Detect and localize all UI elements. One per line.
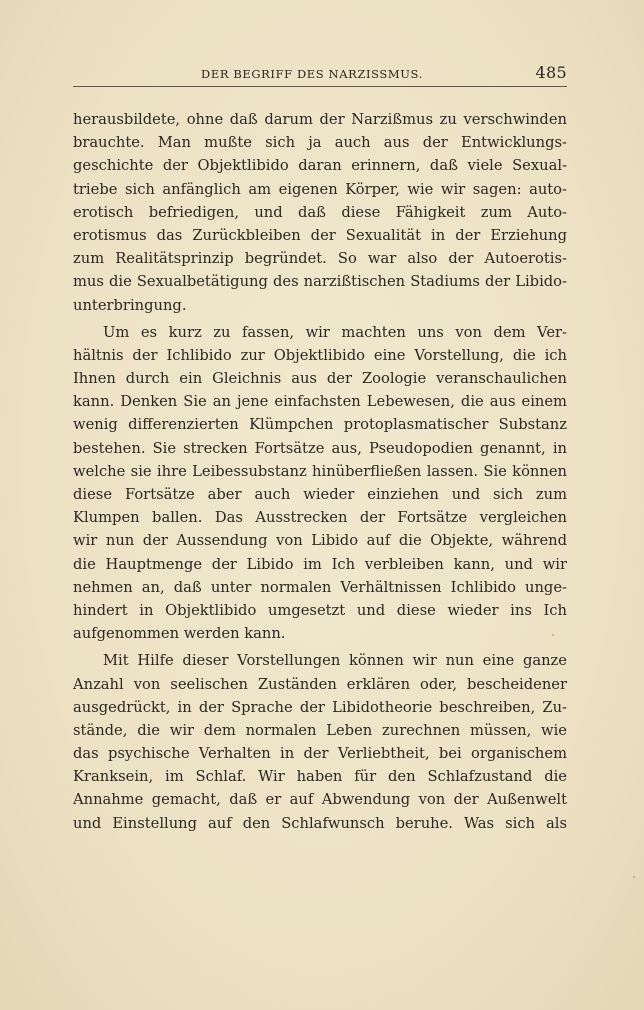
text-line: mus die Sexualbetätigung des narzißtischen Stadiums der Libido-: [73, 273, 567, 291]
text-line: Annahme gemacht, daß er auf Abwendung von der Außenwelt: [73, 791, 567, 809]
text-line: stände, die wir dem normalen Leben zurechnen müssen, wie: [73, 721, 567, 739]
text-line: diese Fortsätze aber auch wieder einziehen und sich zum: [73, 486, 567, 503]
paragraph: [73, 321, 567, 646]
text-line: wenig differenzierten Klümpchen protoplasmatischer Substanz: [73, 416, 567, 434]
paragraph: [73, 108, 567, 317]
text-line: aufgenommen werden kann.: [73, 625, 286, 643]
body-text: [73, 108, 567, 835]
text-line: hindert in Objektlibido umgesetzt und diese wieder ins Ich: [73, 601, 567, 619]
text-line: das psychische Verhalten in der Verliebtheit, bei organischem: [73, 745, 567, 763]
text-line: erotismus das Zurückbleiben der Sexualität in der Erziehung: [73, 226, 567, 244]
text-line: Anzahl von seelischen Zuständen erklären oder, bescheidener: [73, 675, 567, 693]
text-line: nehmen an, daß unter normalen Verhältnissen Ichlibido unge-: [73, 578, 567, 596]
page-header: [73, 63, 567, 85]
text-line: Ihnen durch ein Gleichnis aus der Zoologie veranschaulichen: [73, 370, 567, 388]
text-line: Mit Hilfe dieser Vorstellungen können wir nun eine ganze: [103, 652, 567, 670]
text-line: die Hauptmenge der Libido im Ich verbleiben kann, und wir: [73, 555, 567, 573]
text-line: Klumpen ballen. Das Ausstrecken der Fortsätze vergleichen: [73, 509, 567, 527]
paragraph: [73, 649, 567, 835]
text-line: Kranksein, im Schlaf. Wir haben für den Schlafzustand die: [73, 768, 567, 786]
text-line: und Einstellung auf den Schlafwunsch beruhe. Was sich als: [73, 814, 567, 832]
text-line: bestehen. Sie strecken Fortsätze aus, Pseudopodien genannt, in: [73, 439, 567, 457]
text-line: welche sie ihre Leibessubstanz hinüberfließen lassen. Sie können: [73, 462, 567, 480]
text-line: Um es kurz zu fassen, wir machten uns von dem Ver-: [103, 323, 567, 341]
text-line: triebe sich anfänglich am eigenen Körper, wie wir sagen: auto-: [73, 180, 567, 198]
text-line: brauchte. Man mußte sich ja auch aus der Entwicklungs-: [73, 134, 567, 152]
text-line: ausgedrückt, in der Sprache der Libidotheorie beschreiben, Zu-: [73, 698, 567, 716]
running-title: DER BEGRIFF DES NARZISSMUS.: [201, 67, 423, 81]
text-line: hältnis der Ichlibido zur Objektlibido eine Vorstellung, die ich: [73, 346, 567, 364]
page-number: 485: [535, 63, 567, 82]
text-line: zum Realitätsprinzip begründet. So war also der Autoerotis-: [73, 250, 567, 268]
text-line: kann. Denken Sie an jene einfachsten Lebewesen, die aus einem: [73, 393, 567, 411]
text-line: wir nun der Aussendung von Libido auf die Objekte, während: [73, 532, 567, 550]
text-line: erotisch befriedigen, und daß diese Fähigkeit zum Auto-: [73, 203, 567, 221]
text-line: unterbringung.: [73, 296, 187, 314]
text-line: herausbildete, ohne daß darum der Narzißmus zu verschwinden: [73, 111, 567, 128]
paper-speck: [552, 634, 554, 636]
text-line: geschichte der Objektlibido daran erinnern, daß viele Sexual-: [73, 157, 567, 175]
paper-speck: [633, 876, 635, 878]
header-rule: [73, 86, 567, 87]
